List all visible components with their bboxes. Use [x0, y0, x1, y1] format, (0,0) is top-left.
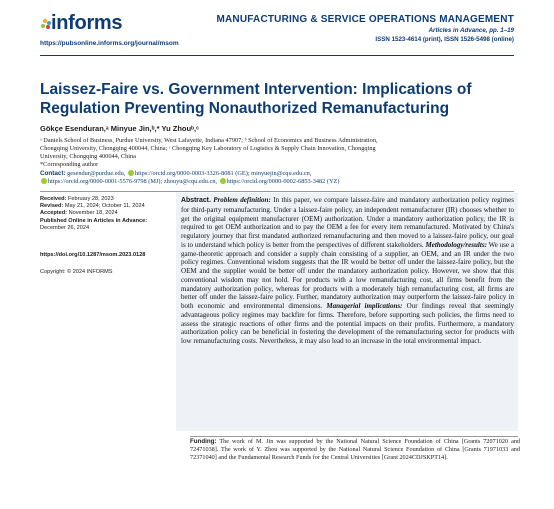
- received-label: Received:: [40, 196, 67, 202]
- informs-logo[interactable]: [40, 12, 122, 35]
- doi-link[interactable]: https://doi.org/10.1287/msom.2023.0128: [40, 252, 146, 259]
- problem-definition-text: In this paper, we compare laissez-faire and mandatory authorization policy regimes for third-party remanufacturing. Under a laissez-faire policy, an independent remanufacturer (IR) chooses whether to get the original equipment manufacturer (OEM) authorization. Under a mandatory authorization policy, the IR is required to get OEM authorization and to pay the OEM a fee for every item remanufactured. Motivated by China's regulatory journey that first mandated authorized remanufacturing and then moved to a laissez-faire policy, our goal is to understand which policy is better from the perspectives of different stakeholders.: [181, 196, 515, 249]
- affiliation-line: University, Chongqing 400044, China: [40, 153, 136, 160]
- article-title: Laissez-Faire vs. Government Intervention: Implications of Regulation Preventing Nonauthorized Remanufacturing: [40, 81, 472, 117]
- revised-label: Revised:: [40, 203, 64, 210]
- funding-text: The work of M. Jin was supported by the National Natural Science Foundation of China [Grants 72071020 and 72471038]. The work of Y. Zhou was supported by the National Natural Science Foundation of China [Grants 71971033 and 72371040] and the Fundamental Research Funds for the Central Universities [Grant 2024CDJSKPT14].: [190, 438, 521, 462]
- journal-url-link[interactable]: https://pubsonline.informs.org/journal/msom: [40, 40, 179, 47]
- problem-definition-heading: Problem definition:: [213, 196, 271, 204]
- accepted-date: November 18, 2024: [68, 210, 118, 217]
- copyright: Copyright: © 2024 INFORMS: [40, 269, 113, 276]
- contact-block: [40, 170, 520, 186]
- methodology-text: We use a game-theoretic approach and consider a supply chain consisting of a supplier, an OEM, and an IR under the two policy regimes. Conventional wisdom suggests that the IR would be better off under the laissez-faire policy, but the OEM and the supplier would be better off under the mandatory authorization policy. However, we show that this conventional wisdom may not hold. For products with a low remanufacturing cost, all firms benefit from the mandatory authorization policy, whereas for products with a moderately high remanufacturing cost, all firms are better off under the laissez-faire policy. Further, mandatory authorization may outperform the laissez-faire policy in both economic and environmental dimensions.: [181, 240, 514, 310]
- email-link[interactable]: gesendur@purdue.edu,: [67, 170, 126, 177]
- revised-date: May 21, 2024; October 11, 2024: [64, 203, 145, 210]
- page-header: [0, 0, 554, 56]
- published-date: December 26, 2024: [40, 224, 90, 231]
- orcid-icon: [128, 170, 134, 176]
- orcid-link[interactable]: https://orcid.org/0000-0003-3326-8081 (GE);: [134, 170, 250, 177]
- abstract-text: [181, 196, 514, 346]
- article-history: [40, 196, 168, 276]
- author-list: Gökçe Esenduran,ᵃ Minyue Jin,ᵇ,* Yu Zhouᵇ,ᶜ: [40, 124, 199, 133]
- contact-label: Contact:: [40, 170, 66, 177]
- corresponding-author-note: *Corresponding author: [40, 161, 99, 168]
- received-date: February 28, 2023: [68, 196, 114, 202]
- email-link[interactable]: minyuejin@cqu.edu.cn,: [251, 170, 312, 177]
- affiliation-line: Chongqing University, Chongqing 400044, China; ᶜ Chongqing Key Laboratory of Logistics & Supply Chain Innovation, Chongqing: [40, 145, 376, 152]
- funding-rule: [190, 436, 518, 437]
- logo-text: informs: [51, 12, 123, 34]
- abstract-label: Abstract.: [181, 197, 211, 204]
- affiliations: [40, 137, 520, 169]
- journal-name: MANUFACTURING & SERVICE OPERATIONS MANAGEMENT: [216, 14, 514, 25]
- affiliation-line: ᵃ Daniels School of Business, Purdue University, West Lafayette, Indiana 47907; ᵇ School of Economics and Business Administration,: [40, 137, 378, 144]
- funding-label: Funding:: [190, 438, 217, 445]
- section-rule: [40, 191, 514, 192]
- methodology-heading: Methodology/results:: [425, 240, 487, 249]
- funding-note: [190, 438, 520, 463]
- orcid-link[interactable]: https://orcid.org/0000-0002-6853-3482 (YZ): [226, 178, 340, 186]
- logo-dots-icon: [41, 19, 51, 29]
- journal-info: [216, 14, 514, 43]
- published-label: Published Online in Articles in Advance:: [40, 217, 148, 224]
- managerial-implications-heading: Managerial implications:: [326, 302, 403, 310]
- header-rule: [40, 55, 514, 56]
- orcid-link[interactable]: https://orcid.org/0000-0001-5576-9798 (MJ);: [48, 178, 163, 186]
- managerial-implications-text: Our findings reveal that seemingly advantageous policy regimes may backfire for firms. Therefore, before supporting such policies, the firms need to assess the strategic reactions of other firms and the potential impacts on their profits. Furthermore, a mandatory authorization policy can be beneficial in fostering the development of the remanufacturing sector for products with low remanufacturing costs. Nevertheless, it may also lead to an increase in the total environmental impact.: [181, 302, 515, 345]
- email-link[interactable]: zhouyu@cqu.edu.cn,: [163, 178, 218, 186]
- abstract-box: [176, 193, 518, 431]
- orcid-icon: [220, 178, 226, 184]
- orcid-icon: [41, 178, 47, 184]
- accepted-label: Accepted:: [40, 210, 68, 217]
- issn-line: ISSN 1523-4614 (print), ISSN 1526-5498 (online): [375, 36, 514, 43]
- articles-in-advance: Articles in Advance, pp. 1–19: [428, 27, 514, 34]
